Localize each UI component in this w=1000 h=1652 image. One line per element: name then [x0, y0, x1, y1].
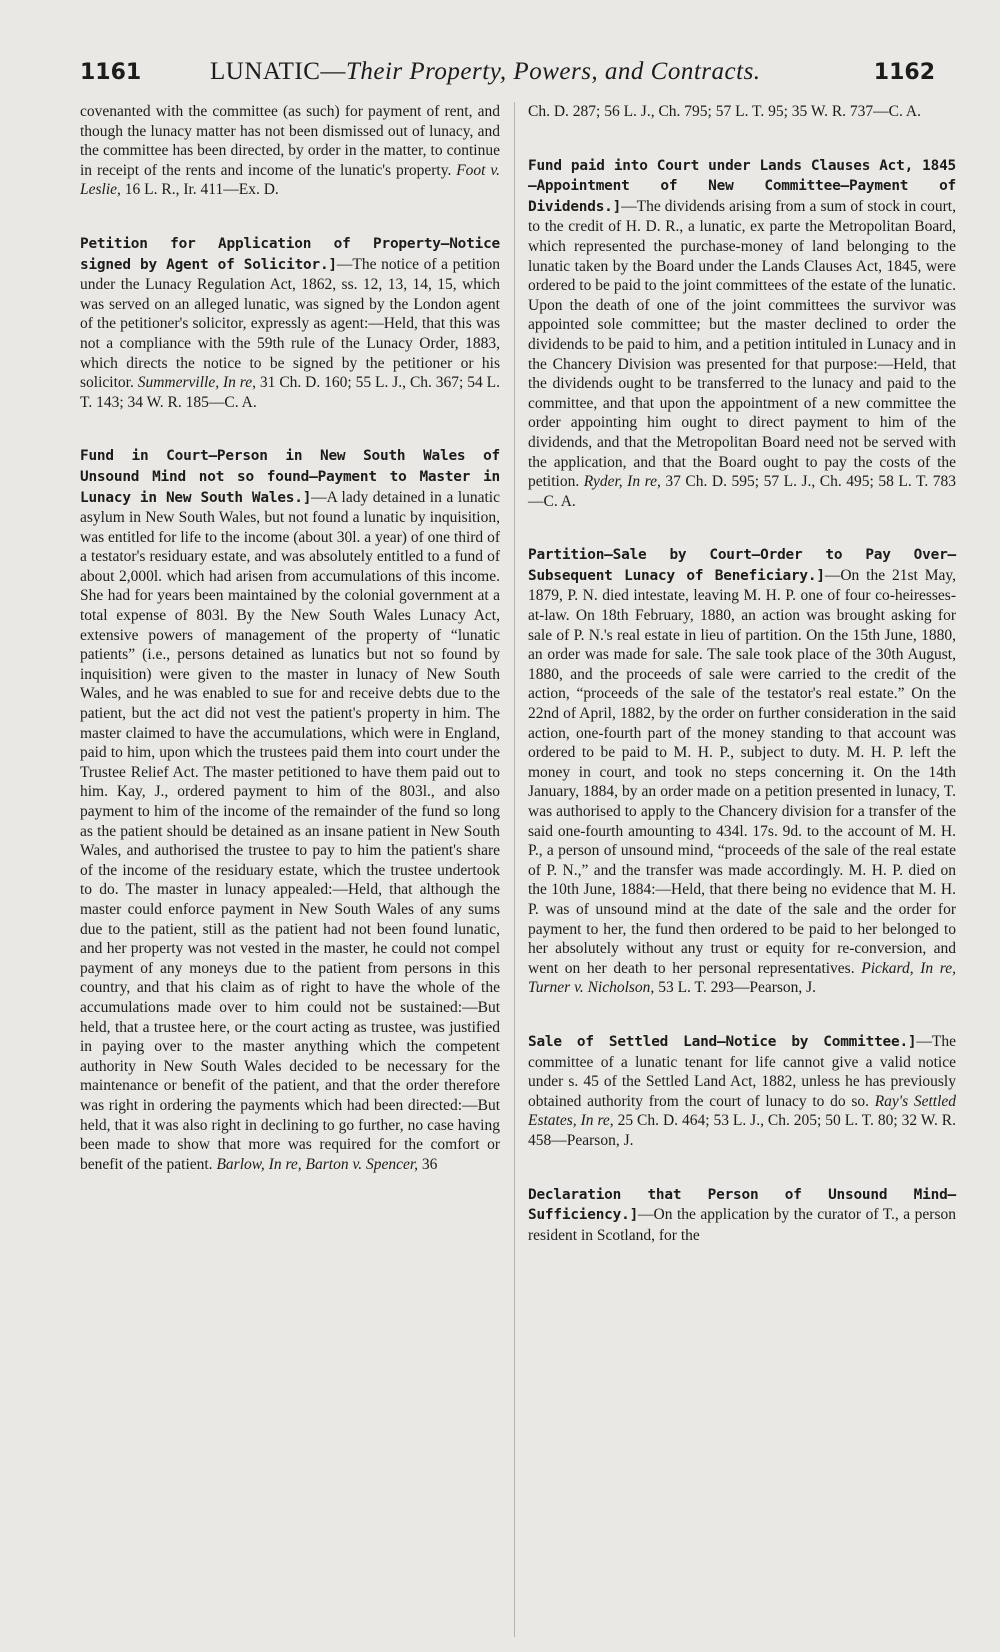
case-citation: Foot v. Leslie,: [80, 161, 500, 199]
report-reference: 53 L. T. 293—Pearson, J.: [658, 979, 817, 997]
case-citation: Ryder, In re,: [583, 473, 661, 491]
left-entry-3: [80, 446, 500, 1174]
column-divider: [514, 102, 515, 1637]
entry-paragraph: [528, 102, 956, 122]
case-citation: Pickard, In re, Turner v. Nicholson,: [528, 959, 956, 997]
right-column: [528, 102, 956, 1279]
right-entry-3: [528, 1032, 956, 1151]
right-entry-4: [528, 1185, 956, 1246]
case-citation: Barlow, In re, Barton v. Spencer,: [216, 1155, 419, 1173]
entry-paragraph: [528, 1185, 956, 1246]
entry-text: —A lady detained in a lunatic asylum in New South Wales, but not found a lunatic by inquisition, was entitled for life to the income (about 30l. a year) of one third of a testator's residuary estate, and was absolutely entitled to a fund of about 2,000l. which had arisen from accumulations of this income. She had for years been maintained by the colonial government at a total expense of 803l. By the New South Wales Lunacy Act, extensive powers of management of the property of “lunatic patients” (i.e., persons detained as lunatics but not so found by inquisition) were given to the master in lunacy of New South Wales, and he was enabled to sue for and receive debts due to the patient, but the act did not vest the patient's property in him. The master claimed to have the accumulations, which were in England, paid to him, upon which the trustees paid them into court under the Trustee Relief Act. The master petitioned to have them paid out to him. Kay, J., ordered payment to him of the 803l., and also payment to him of the income of the remainder of the fund so long as the patient should be detained as an insane patient in New South Wales, and authorised the trustee to pay to him the patient's share of the income of the residuary estate, which the trustee undertook to do. The master in lunacy appealed:—Held, that although the master could enforce payment in New South Wales of any sums due to the patient, still as the patient had not been found lunatic, and her property was not vested in the master, he could not compel payment of any moneys due to the patient from persons in this country, and that his claim as of right to have the whole of the accumulations made over to him could not be sustained:—But held, that a trustee here, or the court acting as trustee, was justified in paying over to the master anything which the competent authority in New South Wales decided to be necessary for the maintenance or benefit of the patient, and that the order therefore was right in ordering the payments which had been directed:—But held, that it was also right in declining to go further, no case having been made to show that more was required for the comfort or benefit of the patient.: [80, 488, 500, 1173]
entry-heading: Declaration that Person of Unsound Mind—Sufficiency.]: [528, 1186, 956, 1224]
entry-text: —The dividends arising from a sum of stock in court, to the credit of H. D. R., a lunatic, ex parte the Metropolitan Board, which represented the purchase-money of land belonging to the lunatic taken by the Board under the Lands Clauses Act, 1845, were ordered to be paid to the joint committees of the estate of the lunatic. Upon the death of one of the joint committees the survivor was appointed sole committee; but the master declined to order the dividends to be paid to him, and a petition intituled in Lunacy and in the Chancery Division was presented for that purpose:—Held, that the dividends ought to be transferred to the lunacy and paid to the committee, and that upon the appointment of a new committee the order appointing him ought to direct payment to him of the dividends, and that the Metropolitan Board need not be served with the application, and that the Board ought to pay the costs of the petition.: [528, 197, 956, 491]
case-citation: Summerville, In re,: [137, 374, 257, 392]
left-column: [80, 102, 500, 1208]
entry-text: —The committee of a lunatic tenant for life cannot give a valid notice under s. 45 of the Settled Land Act, 1882, unless he has previously obtained authority from the court of lunacy to do so.: [528, 1032, 956, 1110]
entry-text: —On the 21st May, 1879, P. N. died intestate, leaving M. H. P. one of four co-heiresses-at-law. On 18th February, 1880, an action was brought asking for sale of P. N.'s real estate in lieu of partition. On the 15th June, 1880, an order was made for sale. The sale took place of the 30th August, 1880, and the proceeds of sale were carried to the credit of the action, “proceeds of the sale of the testator's real estate.” On the 22nd of April, 1882, by the order on further consideration in the said action, one-fourth part of the money standing to that account was ordered to be paid to M. H. P., subject to duty. M. H. P. left the money in court, and took no steps concerning it. On the 14th January, 1884, by an order made on a petition presented in lunacy, T. was authorised to apply to the Chancery division for a transfer of the said one-fourth amounting to 434l. 17s. 9d. to the account of M. H. P., a person of unsound mind, “proceeds of the sale of the real estate of P. N.,” and the transfer was made accordingly. M. H. P. died on the 10th June, 1884:—Held, that there being no evidence that M. H. P. was of unsound mind at the date of the sale and the order for payment to her, the fund then ordered to be paid to her belonged to her absolutely without any trust or equity for re-conversion, and went on her death to her personal representatives.: [528, 566, 956, 977]
left-entry-2: [80, 234, 500, 412]
running-title-main: LUNATIC—: [210, 58, 346, 85]
entry-heading: Sale of Settled Land—Notice by Committee.]: [528, 1033, 917, 1050]
entry-heading: Partition—Sale by Court—Order to Pay Over—Subsequent Lunacy of Beneficiary.]: [528, 547, 956, 584]
report-reference: 37 Ch. D. 595; 57 L. J., Ch. 495; 58 L. T. 783—C. A.: [528, 473, 956, 510]
entry-heading: Fund paid into Court under Lands Clauses Act, 1845—Appointment of New Committee—Payment of Dividends.]: [528, 157, 956, 215]
entry-heading: Petition for Application of Property—Notice signed by Agent of Solicitor.]: [80, 235, 500, 273]
entry-paragraph: [528, 156, 956, 512]
entry-paragraph: [80, 102, 500, 200]
report-reference: 25 Ch. D. 464; 53 L. J., Ch. 205; 50 L. T. 80; 32 W. R. 458—Pearson, J.: [528, 1112, 957, 1149]
right-entry-2: [528, 545, 956, 998]
right-entry-0: [528, 102, 956, 122]
entry-text: covenanted with the committee (as such) for payment of rent, and though the lunacy matter has not been dismissed out of lunacy, and the committee has been directed, by order in the matter, to continue in receipt of the rents and income of the lunatic's property.: [80, 103, 500, 179]
entry-paragraph: [80, 446, 500, 1174]
left-entry-1: [80, 102, 500, 200]
page-number-right: 1162: [873, 60, 935, 85]
report-reference: Ch. D. 287; 56 L. J., Ch. 795; 57 L. T. 95; 35 W. R. 737—C. A.: [528, 103, 921, 120]
entry-paragraph: [80, 234, 500, 412]
case-citation: Ray's Settled Estates, In re,: [528, 1092, 957, 1130]
page-number-left: 1161: [80, 60, 142, 85]
running-title: [210, 58, 761, 86]
report-reference: 36: [421, 1155, 438, 1173]
entry-text: —On the application by the curator of T., a person resident in Scotland, for the: [528, 1206, 956, 1244]
running-header: [80, 56, 935, 96]
report-reference: 16 L. R., Ir. 411—Ex. D.: [124, 181, 279, 199]
report-reference: 31 Ch. D. 160; 55 L. J., Ch. 367; 54 L. T. 143; 34 W. R. 185—C. A.: [80, 374, 501, 411]
entry-paragraph: [528, 545, 956, 998]
running-title-sub: Their Property, Powers, and Contracts.: [345, 58, 761, 85]
entry-heading: Fund in Court—Person in New South Wales of Unsound Mind not so found—Payment to Master in Lunacy in New South Wales.]: [80, 448, 500, 506]
entry-text: —The notice of a petition under the Lunacy Regulation Act, 1862, ss. 12, 13, 14, 15, which was served on an alleged lunatic, was signed by the London agent of the petitioner's solicitor, expressly as agent:—Held, that this was not a compliance with the 59th rule of the Lunacy Order, 1883, which directs the notice to be signed by the petitioner or his solicitor.: [80, 255, 500, 392]
entry-paragraph: [528, 1032, 956, 1151]
right-entry-1: [528, 156, 956, 512]
